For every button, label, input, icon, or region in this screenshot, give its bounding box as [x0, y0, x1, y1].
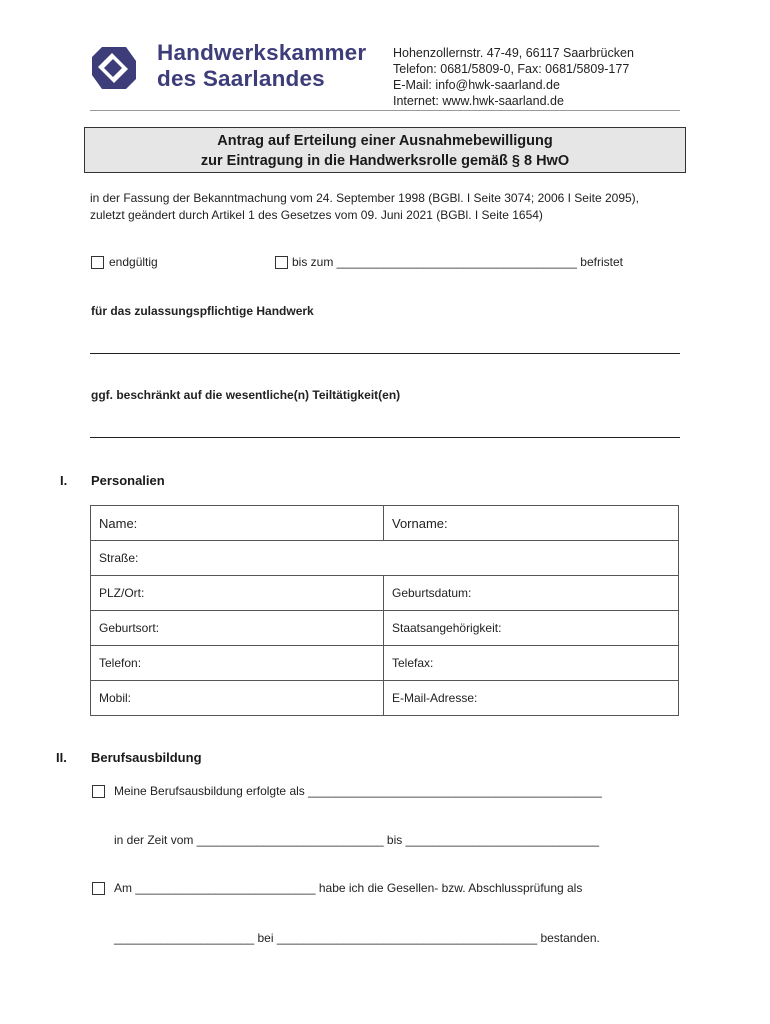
- strasse-field[interactable]: Straße:: [91, 541, 679, 576]
- checkbox-endgueltig[interactable]: [91, 256, 104, 269]
- section1-number: I.: [60, 473, 68, 488]
- trade-input-line[interactable]: [90, 353, 680, 354]
- section2-number: II.: [56, 750, 67, 765]
- training-period-line[interactable]: in der Zeit vom ____________________________ bis _____________________________: [114, 833, 600, 847]
- exam-date-line[interactable]: Am ___________________________ habe ich die Gesellen- bzw. Abschlussprüfung als: [114, 881, 583, 895]
- legal-line1: in der Fassung der Bekanntmachung vom 24. September 1998 (BGBl. I Seite 3074; 2006 I Seite 2095),: [90, 191, 639, 205]
- vorname-field[interactable]: Vorname:: [384, 506, 679, 541]
- training-occupation-line[interactable]: Meine Berufsausbildung erfolgte als ____________________________________________: [114, 784, 602, 798]
- contact-block: [393, 45, 634, 109]
- contact-email: E-Mail: info@hwk-saarland.de: [393, 78, 560, 92]
- section1-title: Personalien: [91, 473, 165, 488]
- geburtsdatum-field[interactable]: Geburtsdatum:: [384, 576, 679, 611]
- org-name-line1: Handwerkskammer: [157, 40, 367, 65]
- contact-phone: Telefon: 0681/5809-0, Fax: 0681/5809-177: [393, 62, 630, 76]
- checkbox-berufsausbildung[interactable]: [92, 785, 105, 798]
- contact-address: Hohenzollernstr. 47-49, 66117 Saarbrücken: [393, 46, 634, 60]
- partial-activity-input-line[interactable]: [90, 437, 680, 438]
- legal-reference: [90, 190, 639, 224]
- organization-name: [157, 40, 366, 92]
- personal-data-table: [90, 505, 679, 716]
- trade-label: für das zulassungspflichtige Handwerk: [91, 304, 314, 318]
- plz-ort-field[interactable]: PLZ/Ort:: [91, 576, 384, 611]
- telefax-field[interactable]: Telefax:: [384, 646, 679, 681]
- form-title-line1: Antrag auf Erteilung einer Ausnahmebewilligung: [217, 133, 553, 149]
- table-row: [91, 646, 679, 681]
- exam-body-line[interactable]: _____________________ bei _______________________________________ bestanden.: [114, 931, 600, 945]
- org-name-line2: des Saarlandes: [157, 66, 325, 91]
- table-row: [91, 611, 679, 646]
- table-row: [91, 506, 679, 541]
- geburtsort-field[interactable]: Geburtsort:: [91, 611, 384, 646]
- email-field[interactable]: E-Mail-Adresse:: [384, 681, 679, 716]
- legal-line2: zuletzt geändert durch Artikel 1 des Gesetzes vom 09. Juni 2021 (BGBl. I Seite 1654): [90, 208, 543, 222]
- form-title-box: [84, 127, 686, 173]
- table-row: [91, 541, 679, 576]
- table-row: [91, 681, 679, 716]
- checkbox-abschlusspruefung[interactable]: [92, 882, 105, 895]
- hwk-logo-icon: [90, 45, 138, 91]
- telefon-field[interactable]: Telefon:: [91, 646, 384, 681]
- contact-internet: Internet: www.hwk-saarland.de: [393, 94, 564, 108]
- name-field[interactable]: Name:: [91, 506, 384, 541]
- mobil-field[interactable]: Mobil:: [91, 681, 384, 716]
- header-divider: [90, 110, 680, 111]
- checkbox-befristet[interactable]: [275, 256, 288, 269]
- partial-activity-label: ggf. beschränkt auf die wesentliche(n) Teiltätigkeit(en): [91, 388, 401, 402]
- form-title-line2: zur Eintragung in die Handwerksrolle gemäß § 8 HwO: [200, 153, 570, 169]
- label-endgueltig: endgültig: [109, 255, 158, 269]
- section2-title: Berufsausbildung: [91, 750, 202, 765]
- table-row: [91, 576, 679, 611]
- label-befristet: bis zum ____________________________________ befristet: [292, 255, 623, 269]
- staatsangehoerigkeit-field[interactable]: Staatsangehörigkeit:: [384, 611, 679, 646]
